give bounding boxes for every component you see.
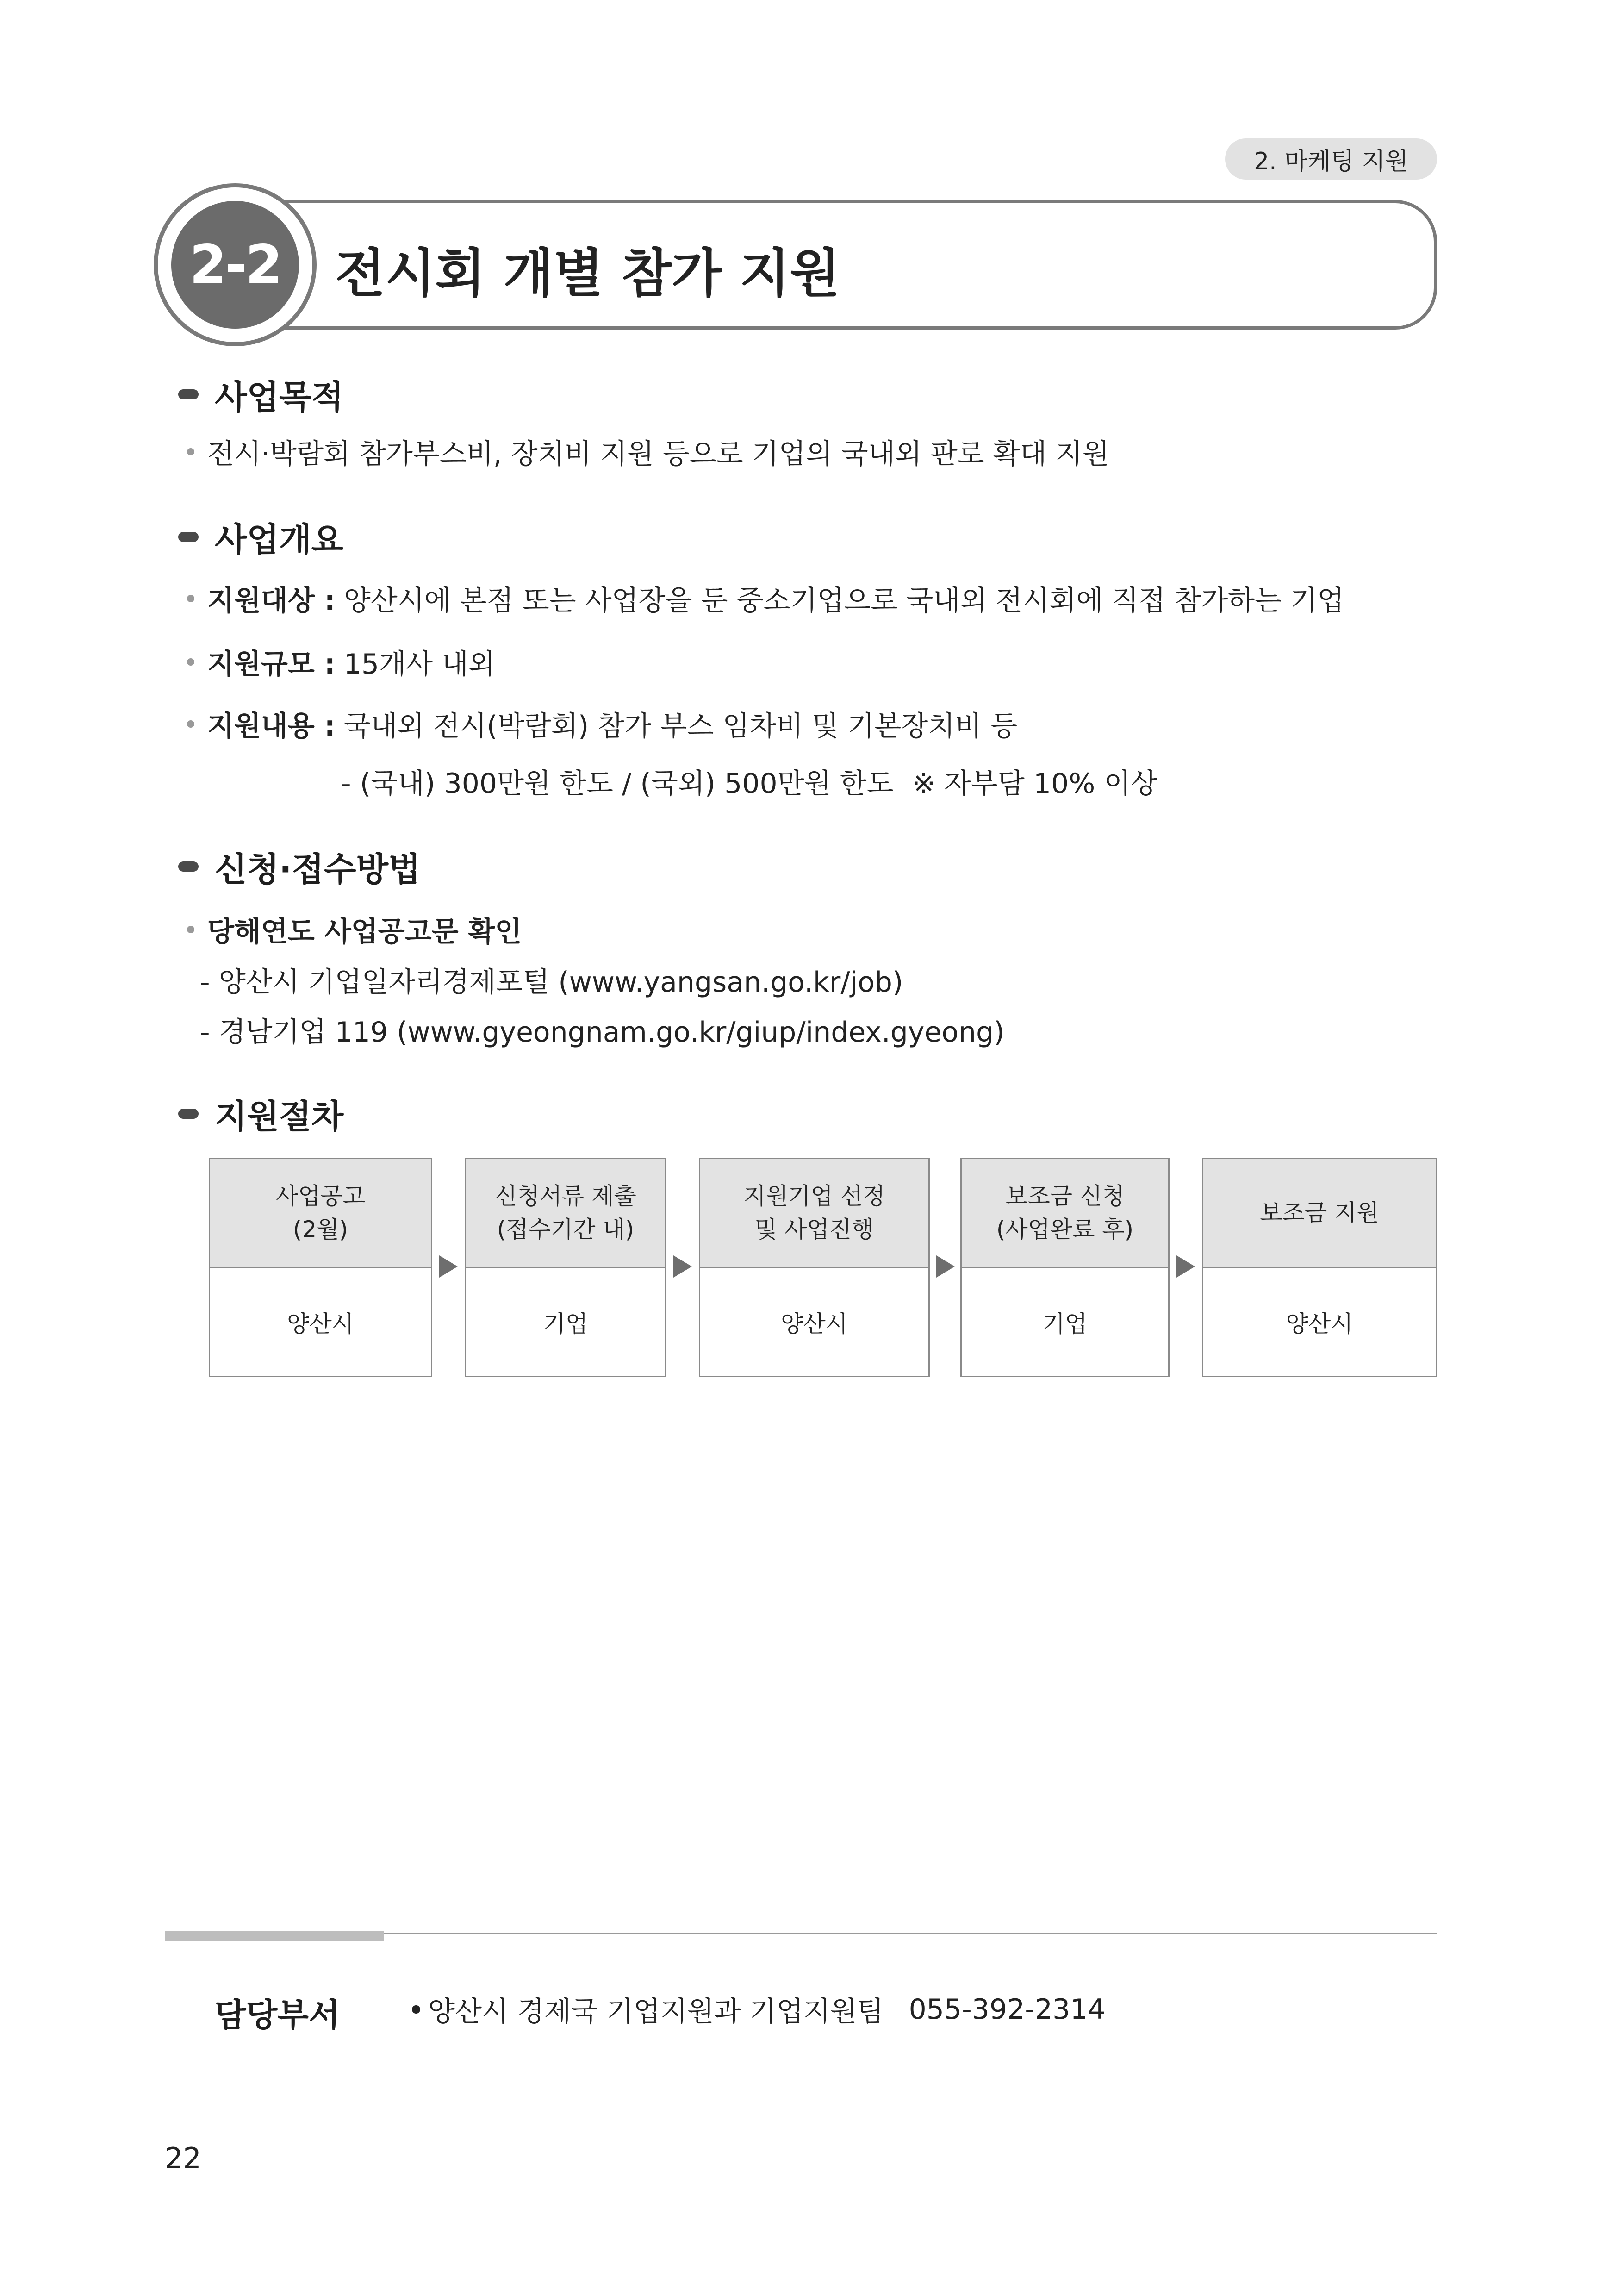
step-title	[1203, 1159, 1436, 1268]
section-number-badge	[154, 183, 317, 346]
step-title-line: 보조금 지원	[1260, 1199, 1379, 1226]
bullet-icon	[412, 2005, 420, 2014]
section-heading-purpose	[178, 374, 343, 415]
contact-info	[412, 1991, 1106, 2028]
step-title-line: (접수기간 내)	[497, 1216, 635, 1243]
portal-text: - 양산시 기업일자리경제포털 (www.yangsan.go.kr/job)	[200, 966, 903, 998]
step-actor: 양산시	[781, 1310, 848, 1337]
step-title	[962, 1159, 1168, 1268]
heading-text: 지원절차	[215, 1097, 344, 1136]
step-actor: 양산시	[287, 1310, 354, 1337]
bullet-icon	[187, 448, 194, 455]
arrow-right-icon	[936, 1255, 955, 1278]
list-item	[187, 911, 522, 948]
step-title-line: 보조금 신청	[1005, 1183, 1125, 1210]
bullet-icon	[187, 720, 194, 728]
step-title-line: 신청서류 제출	[495, 1183, 636, 1210]
item-label: 지원내용 :	[207, 710, 336, 742]
self-pay-note: ※ 자부담 10% 이상	[912, 767, 1158, 800]
heading-text: 신청·접수방법	[215, 850, 421, 889]
step-title-line: 지원기업 선정	[743, 1183, 885, 1210]
section-heading-procedure	[178, 1093, 343, 1135]
heading-text: 사업목적	[215, 378, 344, 417]
chapter-tag	[1225, 138, 1437, 180]
step-actor: 양산시	[1286, 1310, 1353, 1337]
list-item	[187, 433, 1109, 470]
procedure-step	[699, 1158, 930, 1377]
list-item-target	[187, 580, 1344, 617]
bullet-icon	[187, 595, 194, 602]
procedure-step	[1202, 1158, 1437, 1377]
list-item-content	[187, 705, 1017, 742]
item-text: 전시·박람회 참가부스비, 장치비 지원 등으로 기업의 국내외 판로 확대 지원	[207, 438, 1109, 470]
footer-accent-bar	[165, 1931, 384, 1941]
step-title-line: 사업공고	[275, 1183, 366, 1210]
heading-text: 사업개요	[215, 520, 344, 559]
item-text: 당해연도 사업공고문 확인	[207, 916, 522, 948]
application-portal-line	[200, 1011, 1005, 1048]
step-title	[466, 1159, 665, 1268]
section-heading-overview	[178, 516, 343, 558]
portal-text: - 경남기업 119 (www.gyeongnam.go.kr/giup/index.gyeong)	[200, 1016, 1005, 1048]
section-heading-application	[178, 846, 421, 887]
contact-phone: 055-392-2314	[909, 1993, 1106, 2026]
heading-bullet-icon	[178, 389, 199, 399]
procedure-step	[209, 1158, 432, 1377]
bullet-icon	[187, 658, 194, 666]
section-number: 2-2	[171, 201, 299, 329]
step-title	[700, 1159, 928, 1268]
chapter-tag-label: 2. 마케팅 지원	[1254, 148, 1408, 175]
contact-department: 양산시 경제국 기업지원과 기업지원팀	[428, 1996, 884, 2028]
contact-label: 담당부서	[215, 1996, 340, 2034]
support-limit: - (국내) 300만원 한도 / (국외) 500만원 한도	[341, 767, 894, 800]
heading-bullet-icon	[178, 532, 199, 542]
list-item-scale	[187, 643, 495, 680]
step-title-line: (사업완료 후)	[996, 1216, 1134, 1243]
item-text: 양산시에 본점 또는 사업장을 둔 중소기업으로 국내외 전시회에 직접 참가하는 기업	[343, 585, 1344, 617]
application-portal-line	[200, 961, 903, 998]
page-title: 전시회 개별 참가 지원	[335, 243, 840, 304]
step-title-line: 및 사업진행	[754, 1216, 874, 1243]
item-label: 지원대상 :	[207, 585, 336, 617]
procedure-step	[960, 1158, 1170, 1377]
step-actor: 기업	[1042, 1310, 1088, 1337]
heading-bullet-icon	[178, 861, 199, 872]
arrow-right-icon	[439, 1255, 458, 1278]
heading-bullet-icon	[178, 1109, 199, 1119]
procedure-step	[465, 1158, 666, 1377]
support-limit-line	[341, 763, 1157, 800]
arrow-right-icon	[673, 1255, 692, 1278]
step-title-line: (2월)	[292, 1216, 348, 1243]
bullet-icon	[187, 926, 194, 933]
item-text: 국내외 전시(박람회) 참가 부스 임차비 및 기본장치비 등	[343, 710, 1018, 742]
step-title	[210, 1159, 431, 1268]
step-actor: 기업	[543, 1310, 588, 1337]
page-number: 22	[165, 2141, 201, 2175]
item-label: 지원규모 :	[207, 648, 336, 680]
item-text: 15개사 내외	[343, 648, 495, 680]
arrow-right-icon	[1176, 1255, 1195, 1278]
